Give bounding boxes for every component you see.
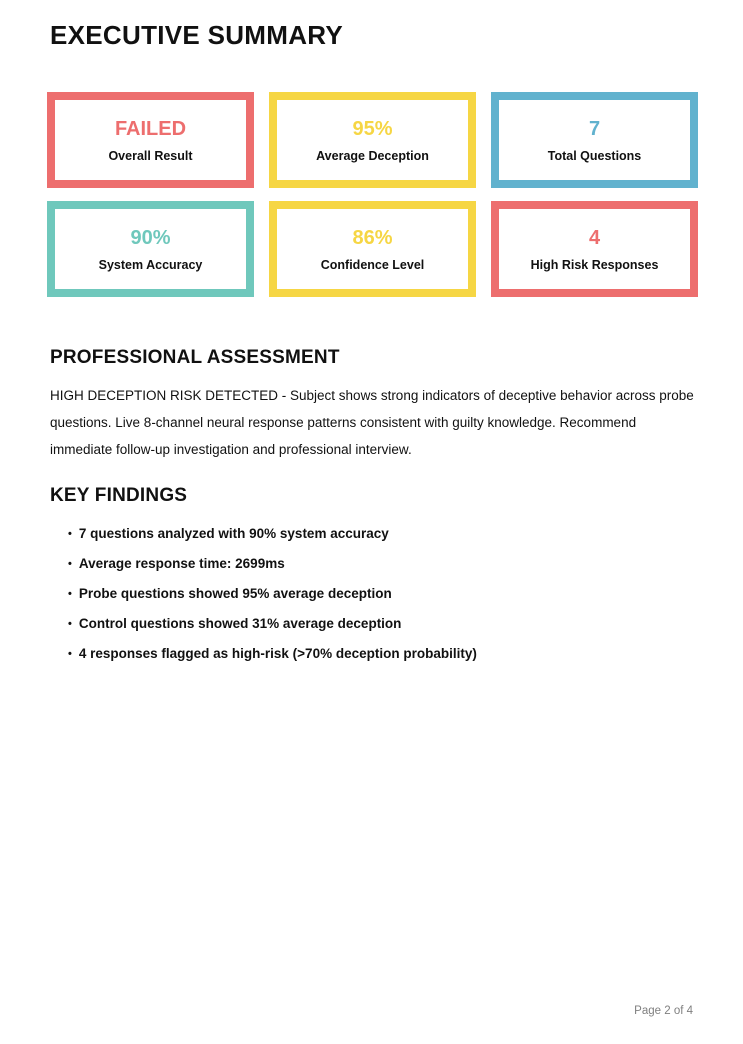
page-title: EXECUTIVE SUMMARY <box>50 20 344 50</box>
stat-card-label: Confidence Level <box>320 257 425 272</box>
stat-card-label: System Accuracy <box>98 257 203 272</box>
stat-card-total-questions <box>491 92 698 188</box>
stat-card-value: 4 <box>588 226 601 249</box>
stat-card-high-risk-responses <box>491 201 698 297</box>
assessment-body: HIGH DECEPTION RISK DETECTED - Subject shows strong indicators of deceptive behavior across probe questions. Live 8-channel neural response patterns consistent with guilty knowledge. Recommend immediate follow-up investigation and professional interview. <box>50 388 694 457</box>
stat-card-value: 90% <box>130 226 171 249</box>
stat-card-label: Average Deception <box>316 148 429 163</box>
stat-card-average-deception <box>269 92 476 188</box>
assessment-heading: PROFESSIONAL ASSESSMENT <box>50 347 340 368</box>
stat-card-value: 86% <box>352 226 393 249</box>
stat-card-value: 95% <box>352 117 393 140</box>
key-finding-item: • Control questions showed 31% average deception <box>68 616 743 633</box>
stat-card-value: FAILED <box>114 117 187 140</box>
stat-card-label: Overall Result <box>108 148 193 163</box>
key-findings-heading: KEY FINDINGS <box>50 485 188 506</box>
stat-card-label: Total Questions <box>547 148 642 163</box>
key-finding-item: • Average response time: 2699ms <box>68 556 743 573</box>
stat-card-value: 7 <box>588 117 601 140</box>
key-finding-item: • 4 responses flagged as high-risk (>70% deception probability) <box>68 646 743 663</box>
stat-card-label: High Risk Responses <box>530 257 659 272</box>
key-finding-item: • Probe questions showed 95% average deception <box>68 586 743 603</box>
page-number: Page 2 of 4 <box>634 1005 693 1017</box>
key-findings-list <box>68 526 743 663</box>
stat-cards-grid <box>47 92 698 297</box>
stat-card-overall-result <box>47 92 254 188</box>
stat-card-system-accuracy <box>47 201 254 297</box>
stat-card-confidence-level <box>269 201 476 297</box>
key-finding-item: • 7 questions analyzed with 90% system accuracy <box>68 526 743 543</box>
